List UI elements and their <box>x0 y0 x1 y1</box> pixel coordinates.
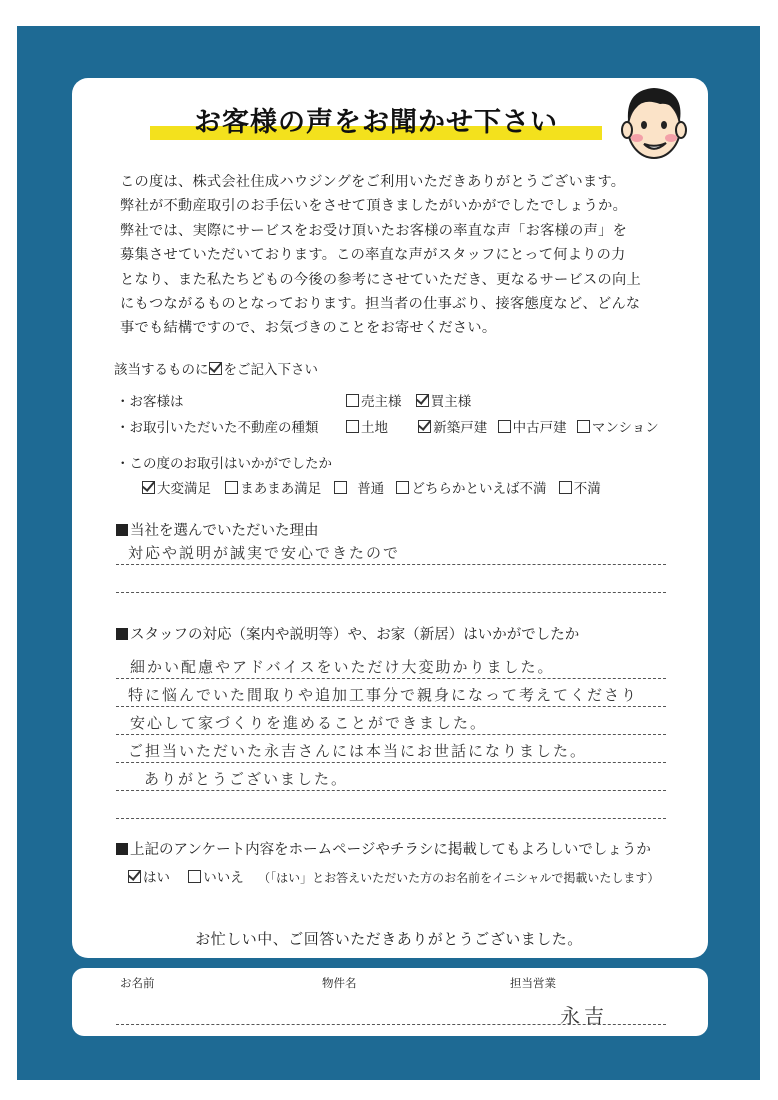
option-land[interactable]: 土地 <box>346 420 388 436</box>
closing-message: お忙しい中、ご回答いただきありがとうございました。 <box>195 930 583 948</box>
intro-line: 弊社が不動産取引のお手伝いをさせて頂きましたがいかがでしたでしょうか。 <box>120 198 628 215</box>
staff-face-icon <box>614 80 694 164</box>
property-type-label: ・お取引いただいた不動産の種類 <box>116 420 319 436</box>
permission-note: （「はい」とお答えいただいた方のお名前をイニシャルで掲載いたします） <box>258 871 660 885</box>
customer-type-label: ・お客様は <box>116 394 184 410</box>
name-label: お名前 <box>120 976 155 990</box>
intro-text <box>120 170 680 341</box>
answer-line <box>116 734 666 735</box>
answer-line <box>116 790 666 791</box>
feedback-line: 特に悩んでいた間取りや追加工事分で親身になって考えてくださり <box>128 686 639 704</box>
option-buyer[interactable]: 買主様 <box>416 394 472 410</box>
intro-line: にもつながるものとなっております。担当者の仕事ぶり、接客態度など、どんな <box>120 296 641 313</box>
intro-line: この度は、株式会社住成ハウジングをご利用いただきありがとうございます。 <box>120 174 626 190</box>
feedback-line: ありがとうございました。 <box>144 770 349 788</box>
feedback-line: 細かい配慮やアドバイスをいただけ大変助かりました。 <box>130 658 555 676</box>
option-no[interactable]: いいえ <box>188 870 244 886</box>
checkbox[interactable] <box>577 420 590 433</box>
option-somewhat-dissatisfied[interactable]: どちらかといえば不満 <box>396 481 546 497</box>
permission-heading: 上記のアンケート内容をホームページやチラシに掲載してもよろしいでしょうか <box>116 838 651 859</box>
checkbox-checked[interactable] <box>142 481 155 494</box>
option-mansion[interactable]: マンション <box>577 420 659 436</box>
customer-type-options <box>346 390 471 410</box>
answer-line <box>116 818 666 819</box>
staff-feedback-heading: スタッフの対応（案内や説明等）や、お家（新居）はいかがでしたか <box>116 623 579 644</box>
reason-heading: 当社を選んでいただいた理由 <box>116 519 319 540</box>
checkbox-checked[interactable] <box>416 394 429 407</box>
instruction: 該当するものに をご記入下さい <box>114 362 318 378</box>
checkbox[interactable] <box>396 481 409 494</box>
checkbox-checked[interactable] <box>418 420 431 433</box>
feedback-line: 安心して家づくりを進めることができました。 <box>130 714 488 732</box>
answer-line <box>116 592 666 593</box>
feedback-line: ご担当いただいた永吉さんには本当にお世話になりました。 <box>128 742 588 760</box>
checkbox[interactable] <box>559 481 572 494</box>
intro-line: 募集させていただいております。この率直な声がスタッフにとって何よりの力 <box>120 247 626 264</box>
sales-label: 担当営業 <box>510 976 556 990</box>
permission-options <box>128 866 659 886</box>
option-used-house[interactable]: 中古戸建 <box>498 420 567 436</box>
option-new-house[interactable]: 新築戸建 <box>418 420 487 436</box>
satisfaction-options <box>142 477 601 497</box>
property-type-options <box>346 416 659 436</box>
answer-line <box>116 762 666 763</box>
option-normal[interactable]: 普通 <box>334 481 385 497</box>
intro-line: 事でも結構ですので、お気づきのことをお寄せください。 <box>120 320 497 337</box>
checkbox[interactable] <box>346 420 359 433</box>
satisfaction-label: ・この度のお取引はいかがでしたか <box>116 456 332 472</box>
option-fairly-satisfied[interactable]: まあまあ満足 <box>225 481 321 497</box>
option-dissatisfied[interactable]: 不満 <box>559 481 601 497</box>
option-very-satisfied[interactable]: 大変満足 <box>142 481 211 497</box>
checkbox[interactable] <box>498 420 511 433</box>
title-text: お客様の声をお聞かせ下さい <box>194 107 558 138</box>
option-yes[interactable]: はい <box>128 870 170 886</box>
sales-value: 永吉 <box>560 1004 608 1028</box>
signature-line <box>116 1024 666 1025</box>
reason-answer: 対応や説明が誠実で安心できたので <box>128 544 401 562</box>
page-title <box>150 100 602 146</box>
signature-card <box>72 968 708 1036</box>
property-label: 物件名 <box>322 976 357 990</box>
answer-line <box>116 564 666 565</box>
answer-line <box>116 706 666 707</box>
sample-checkbox-icon <box>209 362 222 375</box>
checkbox[interactable] <box>346 394 359 407</box>
checkbox[interactable] <box>225 481 238 494</box>
intro-line: 弊社では、実際にサービスをお受け頂いたお客様の率直な声「お客様の声」を <box>120 222 628 239</box>
checkbox[interactable] <box>188 870 201 883</box>
intro-line: となり、また私たちどもの今後の参考にさせていただき、更なるサービスの向上 <box>120 271 641 288</box>
checkbox[interactable] <box>334 481 347 494</box>
option-seller[interactable]: 売主様 <box>346 394 402 410</box>
answer-line <box>116 678 666 679</box>
checkbox-checked[interactable] <box>128 870 141 883</box>
